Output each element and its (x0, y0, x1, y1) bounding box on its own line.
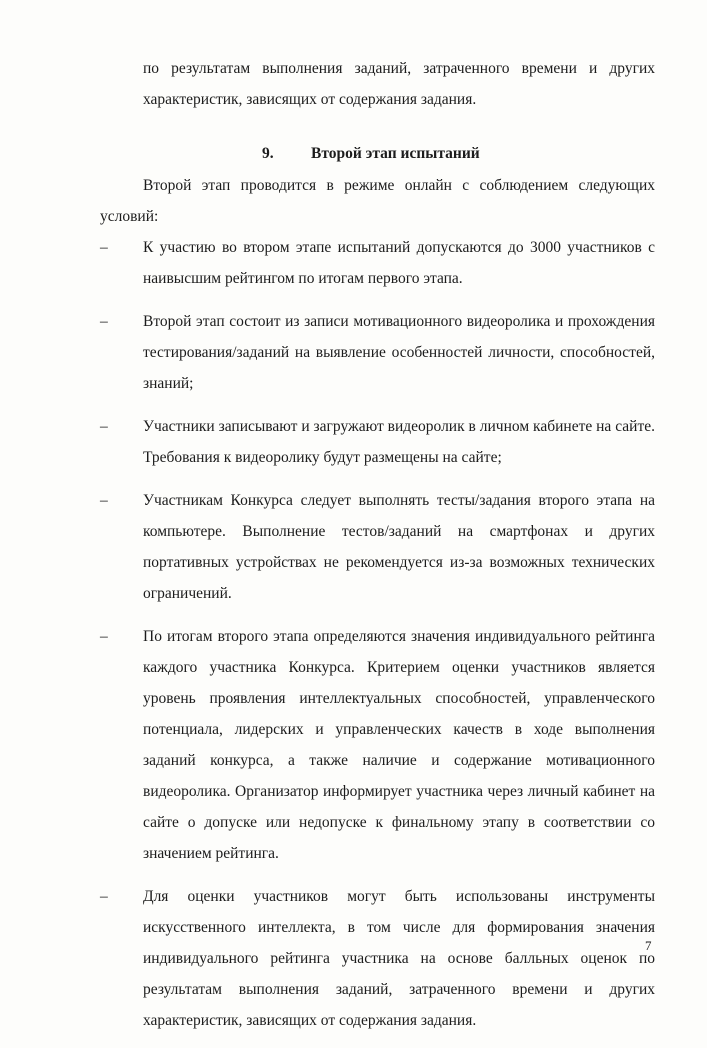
list-item-text: Для оценки участников могут быть использованы инструменты искусственного интеллекта, в том числе для формирования значения индивидуального рейтинга участника на основе балльных оценок по результатам выполнения заданий, затраченного времени и других характеристик, зависящих от содержания задания. (143, 888, 655, 1029)
page-number: 7 (645, 938, 652, 953)
section-number: 9. (262, 145, 274, 162)
list-item-text: К участию во втором этапе испытаний допускаются до 3000 участников с наивысшим рейтингом по итогам первого этапа. (143, 239, 655, 287)
bullet-dash: – (100, 239, 108, 256)
list-item (100, 485, 655, 609)
list-item-text: Второй этап состоит из записи мотивационного видеоролика и прохождения тестирования/заданий на выявление особенностей личности, способностей, знаний; (143, 313, 655, 392)
bullet-dash: – (100, 628, 108, 645)
intro-paragraph: Второй этап проводится в режиме онлайн с соблюдением следующих условий: (100, 177, 655, 225)
list-item-text: Участники записывают и загружают видеоролик в личном кабинете на сайте. Требования к видеоролику будут размещены на сайте; (143, 418, 655, 466)
continuation-paragraph: по результатам выполнения заданий, затраченного времени и других характеристик, зависящих от содержания задания. (143, 60, 655, 108)
list-item-text: По итогам второго этапа определяются значения индивидуального рейтинга каждого участника Конкурса. Критерием оценки участников является уровень проявления интеллектуальных способностей, управленческого потенциала, лидерских и управленческих качеств в ходе выполнения заданий конкурса, а также наличие и содержание мотивационного видеоролика. Организатор информирует участника через личный кабинет на сайте о допуске или недопуске к финальному этапу в соответствии со значением рейтинга. (143, 628, 655, 862)
list-item (100, 881, 655, 1036)
bullet-dash: – (100, 888, 108, 905)
bullet-dash: – (100, 313, 108, 330)
conditions-list (100, 232, 655, 1048)
bullet-dash: – (100, 492, 108, 509)
section-title: Второй этап испытаний (311, 145, 480, 162)
list-item (100, 232, 655, 294)
bullet-dash: – (100, 418, 108, 435)
list-item (100, 411, 655, 473)
list-item-text: Участникам Конкурса следует выполнять тесты/задания второго этапа на компьютере. Выполнение тестов/заданий на смартфонах и других портативных устройствах не рекомендуется из-за возможных технических ограничений. (143, 492, 655, 602)
list-item (100, 621, 655, 869)
list-item (100, 306, 655, 399)
